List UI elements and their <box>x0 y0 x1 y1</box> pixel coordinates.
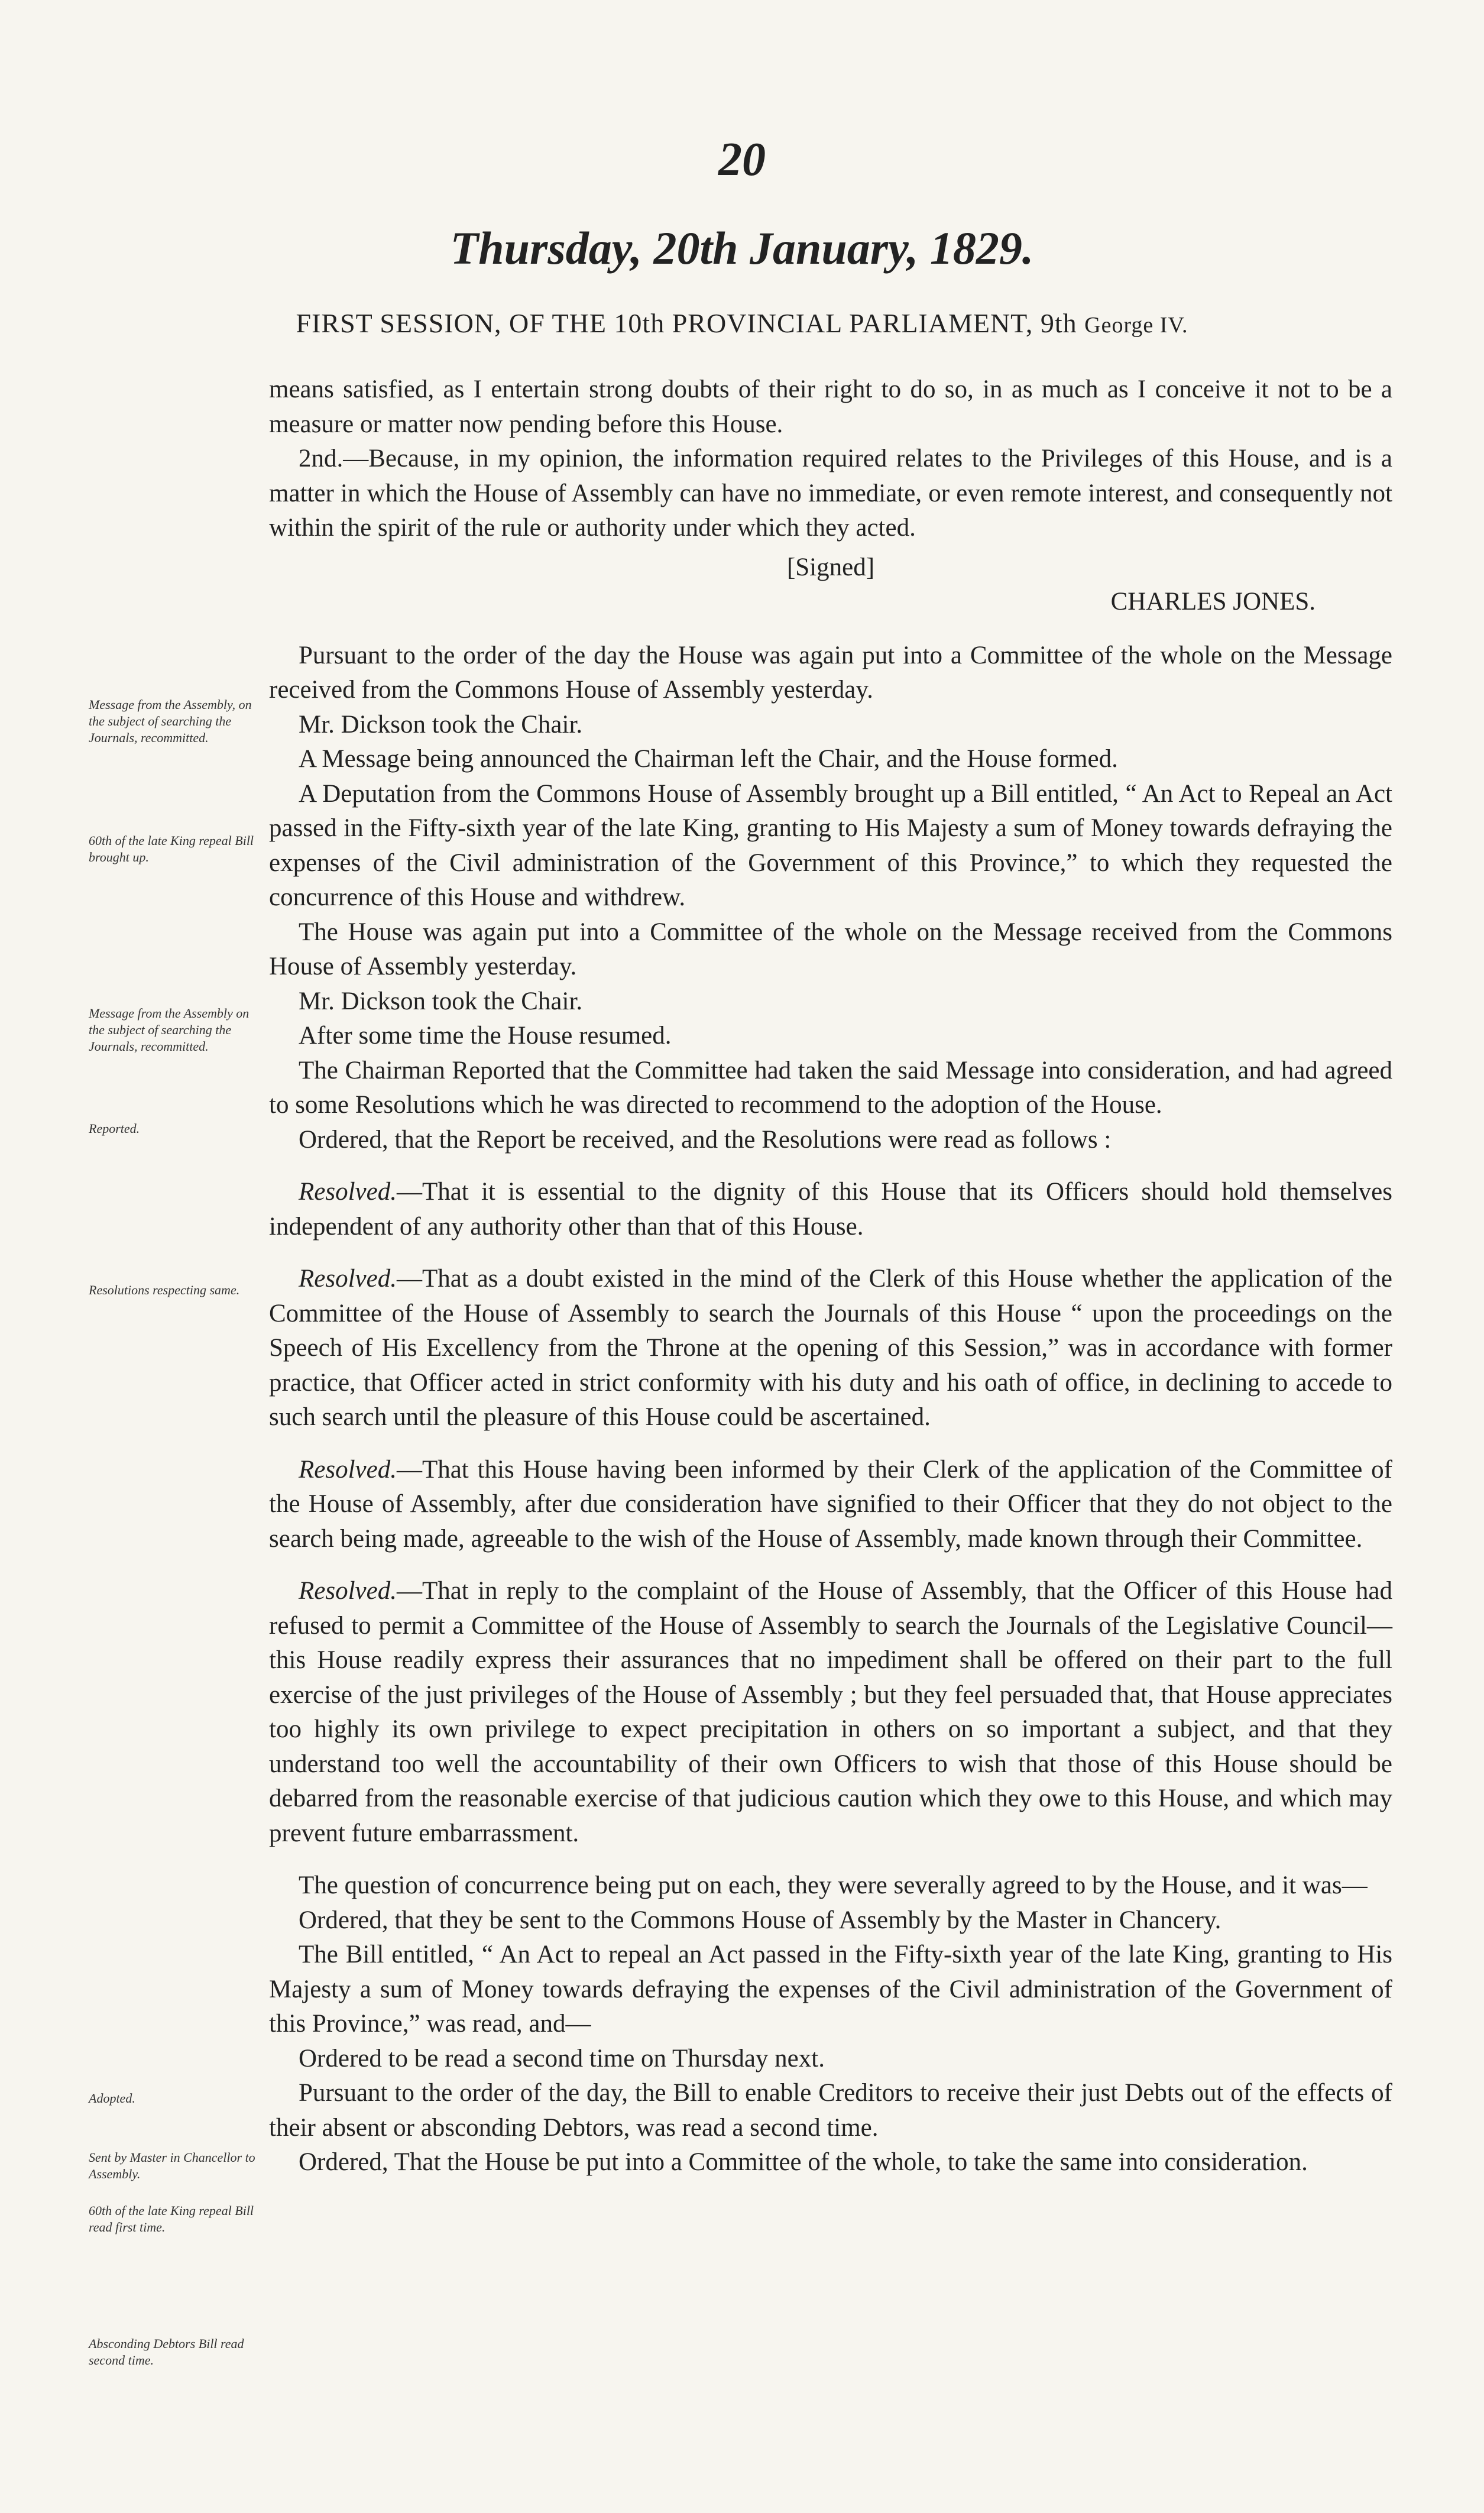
resolved-label: Resolved. <box>299 1265 397 1293</box>
resolution <box>269 1175 1392 1244</box>
margin-note: Adopted. <box>89 2091 135 2106</box>
margin-note: Message from the Assembly on the subject of searching the Journals, recommitted. <box>89 1006 250 1054</box>
session-heading <box>0 307 1484 339</box>
session-king: George IV. <box>1084 313 1188 338</box>
paragraph: Ordered to be read a second time on Thursday next. <box>299 2044 825 2072</box>
margin-note: 60th of the late King repeal Bill read first time. <box>89 2203 254 2235</box>
session-main: FIRST SESSION, OF THE 10th PROVINCIAL PARLIAMENT, 9th <box>296 308 1077 338</box>
paragraph: 2nd.—Because, in my opinion, the information required relates to the Privileges of this House, and is a matter in which the House of Assembly can have no immediate, or even remote interest, and consequently not within the spirit of the rule or authority under which they acted. <box>269 445 1392 542</box>
paragraph: After some time the House resumed. <box>299 1022 672 1050</box>
signed-label: [Signed] <box>786 553 875 581</box>
resolved-label: Resolved. <box>299 1178 397 1206</box>
journal-body <box>269 373 1392 2180</box>
margin-note: Sent by Master in Chancellor to Assembly. <box>89 2150 255 2181</box>
resolved-label: Resolved. <box>299 1577 397 1605</box>
paragraph: Mr. Dickson took the Chair. <box>299 710 583 739</box>
date-header: Thursday, 20th January, 1829. <box>450 222 1034 274</box>
margin-note: Reported. <box>89 1121 140 1136</box>
page-number: 20 <box>718 134 766 186</box>
paragraph: The House was again put into a Committee of the whole on the Message received from the Commons House of Assembly yesterday. <box>269 918 1392 980</box>
paragraph: Pursuant to the order of the day the House was again put into a Committee of the whole on the Message received from the Commons House of Assembly yesterday. <box>269 641 1392 704</box>
paragraph: The Bill entitled, “ An Act to repeal an Act passed in the Fifty-sixth year of the late King, granting to His Majesty a sum of Money towards defraying the expenses of the Civil administration of the Government of this Province,” was read, and— <box>269 1941 1392 2038</box>
paragraph: Pursuant to the order of the day, the Bill to enable Creditors to receive their just Debts out of the effects of their absent or absconding Debtors, was read a second time. <box>269 2079 1392 2142</box>
paragraph: A Message being announced the Chairman left the Chair, and the House formed. <box>299 745 1118 773</box>
paragraph: Ordered, That the House be put into a Committee of the whole, to take the same into consideration. <box>299 2148 1308 2176</box>
resolution-text: —That this House having been informed by their Clerk of the application of the Committee of the House of Assembly, after due consideration have signified to their Officer that they do not object to the search being made, agreeable to the wish of the House of Assembly, made known through their Committee. <box>269 1455 1392 1553</box>
resolution <box>269 1262 1392 1435</box>
resolution <box>269 1574 1392 1851</box>
paragraph: A Deputation from the Commons House of Assembly brought up a Bill entitled, “ An Act to Repeal an Act passed in the Fifty-sixth year of the late King, granting to His Majesty a sum of Money towards defraying the expenses of the Civil administration of the Government of this Province,” to which they requested the concurrence of this House and withdrew. <box>269 779 1392 911</box>
paragraph: Mr. Dickson took the Chair. <box>299 987 583 1015</box>
signature: CHARLES JONES. <box>1110 588 1315 616</box>
paragraph: The Chairman Reported that the Committee had taken the said Message into consideration, and had agreed to some Resolutions which he was directed to recommend to the adoption of the House. <box>269 1056 1392 1119</box>
resolution-text: —That as a doubt existed in the mind of the Clerk of this House whether the application of the Committee of the House of Assembly to search the Journals of this House “ upon the proceedings on the Speech of His Excellency from the Throne at the opening of this Session,” was in accordance with former practice, that Officer acted in strict conformity with his duty and his oath of office, in declining to accede to such search until the pleasure of this House could be ascertained. <box>269 1265 1392 1431</box>
resolution-text: —That it is essential to the dignity of this House that its Officers should hold themselves independent of any authority other than that of this House. <box>269 1178 1392 1241</box>
resolution <box>269 1453 1392 1557</box>
margin-note: 60th of the late King repeal Bill brought up. <box>89 833 254 864</box>
paragraph: The question of concurrence being put on each, they were severally agreed to by the House, and it was— <box>299 1871 1368 1899</box>
paragraph: Ordered, that they be sent to the Commons House of Assembly by the Master in Chancery. <box>299 1906 1221 1934</box>
paragraph: Ordered, that the Report be received, and the Resolutions were read as follows : <box>299 1125 1112 1154</box>
margin-note: Resolutions respecting same. <box>89 1283 240 1297</box>
margin-note: Message from the Assembly, on the subject of searching the Journals, recommitted. <box>89 697 252 745</box>
margin-note: Absconding Debtors Bill read second time. <box>89 2336 244 2368</box>
paragraph: means satisfied, as I entertain strong doubts of their right to do so, in as much as I conceive it not to be a measure or matter now pending before this House. <box>269 375 1392 438</box>
resolved-label: Resolved. <box>299 1455 397 1484</box>
resolution-text: —That in reply to the complaint of the House of Assembly, that the Officer of this House had refused to permit a Committee of the House of Assembly to search the Journals of the Legislative Council—this House readily express their assurances that no impediment shall be offered on their part to the full exercise of the just privileges of the House of Assembly ; but they feel persuaded that, that House appreciates too highly its own privilege to expect precipitation in others on so important a subject, and that they understand too well the accountability of their own Officers to wish that those of this House should be debarred from the reasonable exercise of that judicious caution which they owe to this House, and which may prevent future embarrassment. <box>269 1577 1392 1847</box>
